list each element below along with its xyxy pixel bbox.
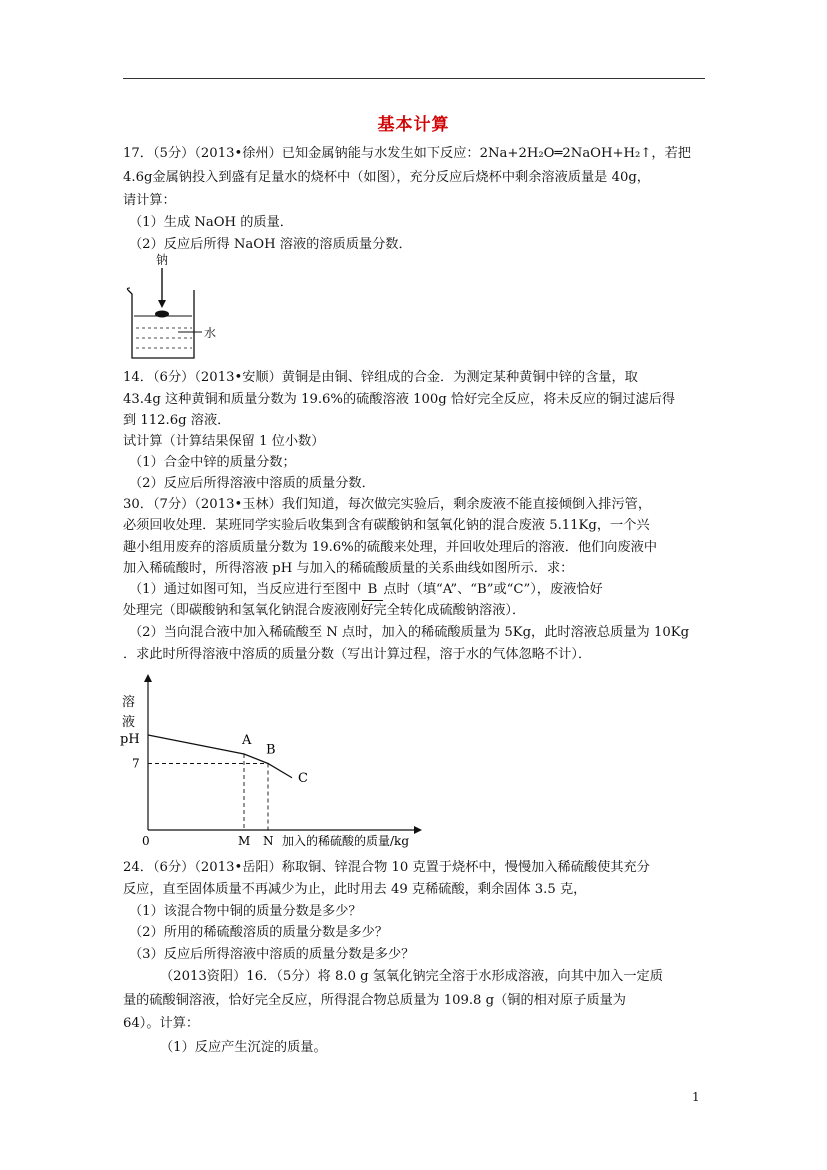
y-axis-label-2: 液 [122, 715, 136, 730]
origin-label: 0 [142, 834, 150, 848]
x-axis-arrow [414, 826, 422, 834]
q30-sub-2-line-1: （2）当向混合液中加入稀硫酸至 N 点时，加入的稀硫酸质量为 5Kg，此时溶液总质量为 10Kg [129, 625, 690, 640]
y-axis-label-3: pH [120, 732, 140, 747]
q14-line-2: 43.4g 这种黄铜和质量分数为 19.6%的硫酸溶液 100g 恰好完全反应，将未反应的铜过滤后得 [123, 392, 676, 407]
x-tick-label-m: M [238, 834, 251, 848]
q14-line-3: 到 112.6g 溶液． [123, 413, 231, 428]
y-tick-label-7: 7 [132, 756, 140, 771]
q30-sub-2-line-2: ．求此时所得溶液中溶质的质量分数（写出计算过程，溶于水的气体忽略不计）． [123, 647, 592, 662]
q24-sub-3: （3）反应后所得溶液中溶质的质量分数是多少？ [129, 947, 415, 962]
y-axis-arrow [144, 674, 152, 682]
q24-line-2: 反应，直至固体质量不再减少为止，此时用去 49 克稀硫酸，剩余固体 3.5 克， [123, 882, 587, 897]
water-label: 水 [204, 326, 217, 340]
sodium-label: 钠 [156, 253, 169, 267]
q24-sub-2: （2）所用的稀硫酸溶质的质量分数是多少？ [129, 925, 388, 940]
q30-sub-1-pre: （1）通过如图可知，当反应进行至图中 [129, 582, 362, 597]
page-title: 基本计算 [377, 115, 450, 135]
q30-sub-1 [129, 580, 603, 601]
q30-answer-blank: B [362, 580, 384, 601]
q17-sub-1: （1）生成 NaOH 的质量． [129, 215, 293, 230]
point-label-a: A [242, 733, 252, 748]
q16-line-3: 64）。计算： [123, 1016, 200, 1031]
q17-sub-2: （2）反应后所得 NaOH 溶液的溶质质量分数． [129, 237, 412, 252]
q17-line-3: 请计算： [123, 193, 176, 208]
q17-line-2: 4.6g金属钠投入到盛有足量水的烧杯中（如图），充分反应后烧杯中剩余溶液质量是 40g， [123, 170, 650, 185]
header-rule [123, 78, 705, 79]
x-tick-label-n: N [263, 834, 274, 848]
q24-line-1: 24．（6分）（2013•岳阳）称取铜、锌混合物 10 克置于烧杯中，慢慢加入稀硫酸使其充分 [123, 860, 650, 875]
q30-sub-1-line-2: 处理完（即碳酸钠和氢氧化钠混合废液刚好完全转化成硫酸钠溶液）． [123, 603, 526, 618]
q16-line-1: （2013资阳）16．（5分）将 8.0 g 氢氧化钠完全溶于水形成溶液，向其中加入一定质 [160, 969, 663, 984]
q16-sub-1: （1）反应产生沉淀的质量。 [160, 1040, 327, 1055]
beaker-figure [122, 250, 232, 368]
ph-chart [118, 672, 438, 852]
q14-line-4: 试计算（计算结果保留 1 位小数） [123, 434, 325, 449]
y-axis-label-1: 溶 [122, 695, 136, 710]
sodium-piece [155, 311, 169, 318]
q30-sub-1-post: 点时（填“A”、“B”或“C”），废液恰好 [383, 582, 603, 597]
q30-line-1: 30．（7分）（2013•玉林）我们知道，每次做完实验后，剩余废液不能直接倾倒入排污管， [123, 497, 652, 512]
page-number: 1 [692, 1090, 700, 1104]
q30-line-4: 加入稀硫酸时，所得溶液 pH 与加入的稀硫酸质量的关系曲线如图所示．求： [123, 561, 574, 576]
q17-line-1: 17．（5分）（2013•徐州）已知金属钠能与水发生如下反应：2Na+2H₂O═2NaOH+H₂↑，若把 [123, 146, 691, 161]
point-label-b: B [266, 742, 276, 758]
x-axis-label: 加入的稀硫酸的质量/kg [282, 834, 409, 848]
q14-line-1: 14．（6分）（2013•安顺）黄铜是由铜、锌组成的合金．为测定某种黄铜中锌的含量，取 [123, 370, 638, 385]
q30-line-2: 必须回收处理．某班同学实验后收集到含有碳酸钠和氢氧化钠的混合废液 5.11Kg，一个兴 [123, 518, 650, 533]
q14-sub-1: （1）合金中锌的质量分数； [129, 455, 296, 470]
q16-line-2: 量的硫酸铜溶液，恰好完全反应，所得混合物总质量为 109.8 g（铜的相对原子质量为 [123, 993, 626, 1008]
point-label-c: C [298, 770, 308, 786]
q30-line-3: 趣小组用废弃的溶质质量分数为 19.6%的硫酸来处理，并回收处理后的溶液．他们向废液中 [123, 540, 658, 555]
q24-sub-1: （1）该混合物中铜的质量分数是多少？ [129, 904, 362, 919]
q14-sub-2: （2）反应后所得溶液中溶质的质量分数． [129, 476, 375, 491]
